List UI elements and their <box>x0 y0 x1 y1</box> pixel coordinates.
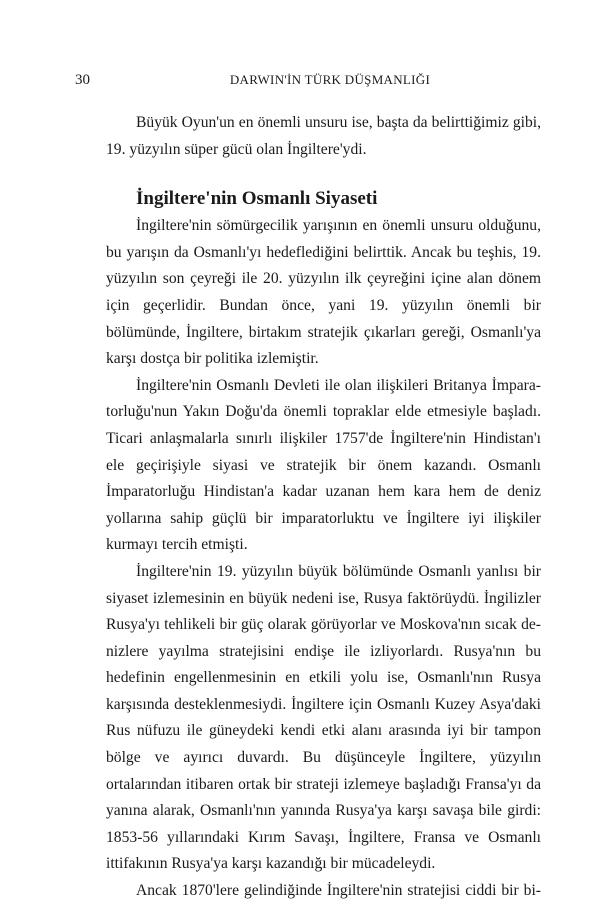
body-paragraph: İngiltere'nin Osmanlı Devleti ile olan ilişkileri Britanya İmparatorluğu'nun Yakın Doğu'da önemli topraklar elde etmesiyle başladı. Ticari anlaşmalarla sınırlı ilişkiler 1757'de İngiltere'nin Hindistan'ı ele geçirişiyle siyasi ve stratejik bir önem kazandı. Osmanlı İmparatorluğu Hindistan'a kadar uzanan hem kara hem de deniz yollarına sahip güçlü bir imparatorluktu ve İngiltere iyi ilişkiler kurmayı tercih etmişti. <box>106 376 541 554</box>
running-title: DARWIN'İN TÜRK DÜŞMANLIĞI <box>229 72 431 87</box>
page-number: 30 <box>75 72 90 88</box>
section-heading: İngiltere'nin Osmanlı Siyaseti <box>136 188 378 210</box>
page-header <box>75 72 555 92</box>
intro-paragraph: Büyük Oyun'un en önemli unsuru ise, başta da belirttiğimiz gibi, 19. yüzyılın süper gücü olan İngiltere'ydi. <box>106 114 541 158</box>
body-paragraph: İngiltere'nin 19. yüzyılın büyük bölümünde Osmanlı yanlısı bir siyaset izlemesinin en büyük nedeni ise, Rusya faktörüydü. İngilizler Rusya'yı tehlikeli bir güç olarak görüyorlar ve Moskova'nın sıcak denizlere yayılma stratejisini endişe ile izliyorlardı. Rusya'nın bu hedefinin engellenmesinin en etkili yolu ise, Osmanlı'nın Rusya karşısında desteklenmesiydi. İngiltere için Osmanlı Kuzey Asya'daki Rus nüfuzu ile güneydeki kendi etki alanı arasında iyi bir tampon bölge ve ayırıcı duvardı. Bu düşünceyle İngiltere, yüzyılın ortalarından itibaren ortak bir strateji izlemeye başladığı Fransa'yı da yanına alarak, Osmanlı'nın yanında Rusya'ya karşı savaşa bile girdi: 1853-56 yıllarındaki Kırım Savaşı, İngiltere, Fransa ve Osmanlı ittifakının Rusya'ya karşı kazandığı bir mücadeleydi. <box>106 562 541 873</box>
body-paragraph: İngiltere'nin sömürgecilik yarışının en önemli unsuru olduğunu, bu yarışın da Osmanlı'yı hedeflediğini belirttik. Ancak bu teşhis, 19. yüzyılın son çeyreği ile 20. yüzyılın ilk çeyreğini içine alan dönem için geçerlidir. Bundan önce, yani 19. yüzyılın önemli bir bölümünde, İngiltere, birtakım stratejik çıkarları gereği, Osmanlı'ya karşı dostça bir politika izlemiştir. <box>106 217 541 368</box>
page-body <box>106 110 541 905</box>
body-paragraph: Ancak 1870'lere gelindiğinde İngiltere'nin stratejisi ciddi bir bi- <box>136 882 541 900</box>
